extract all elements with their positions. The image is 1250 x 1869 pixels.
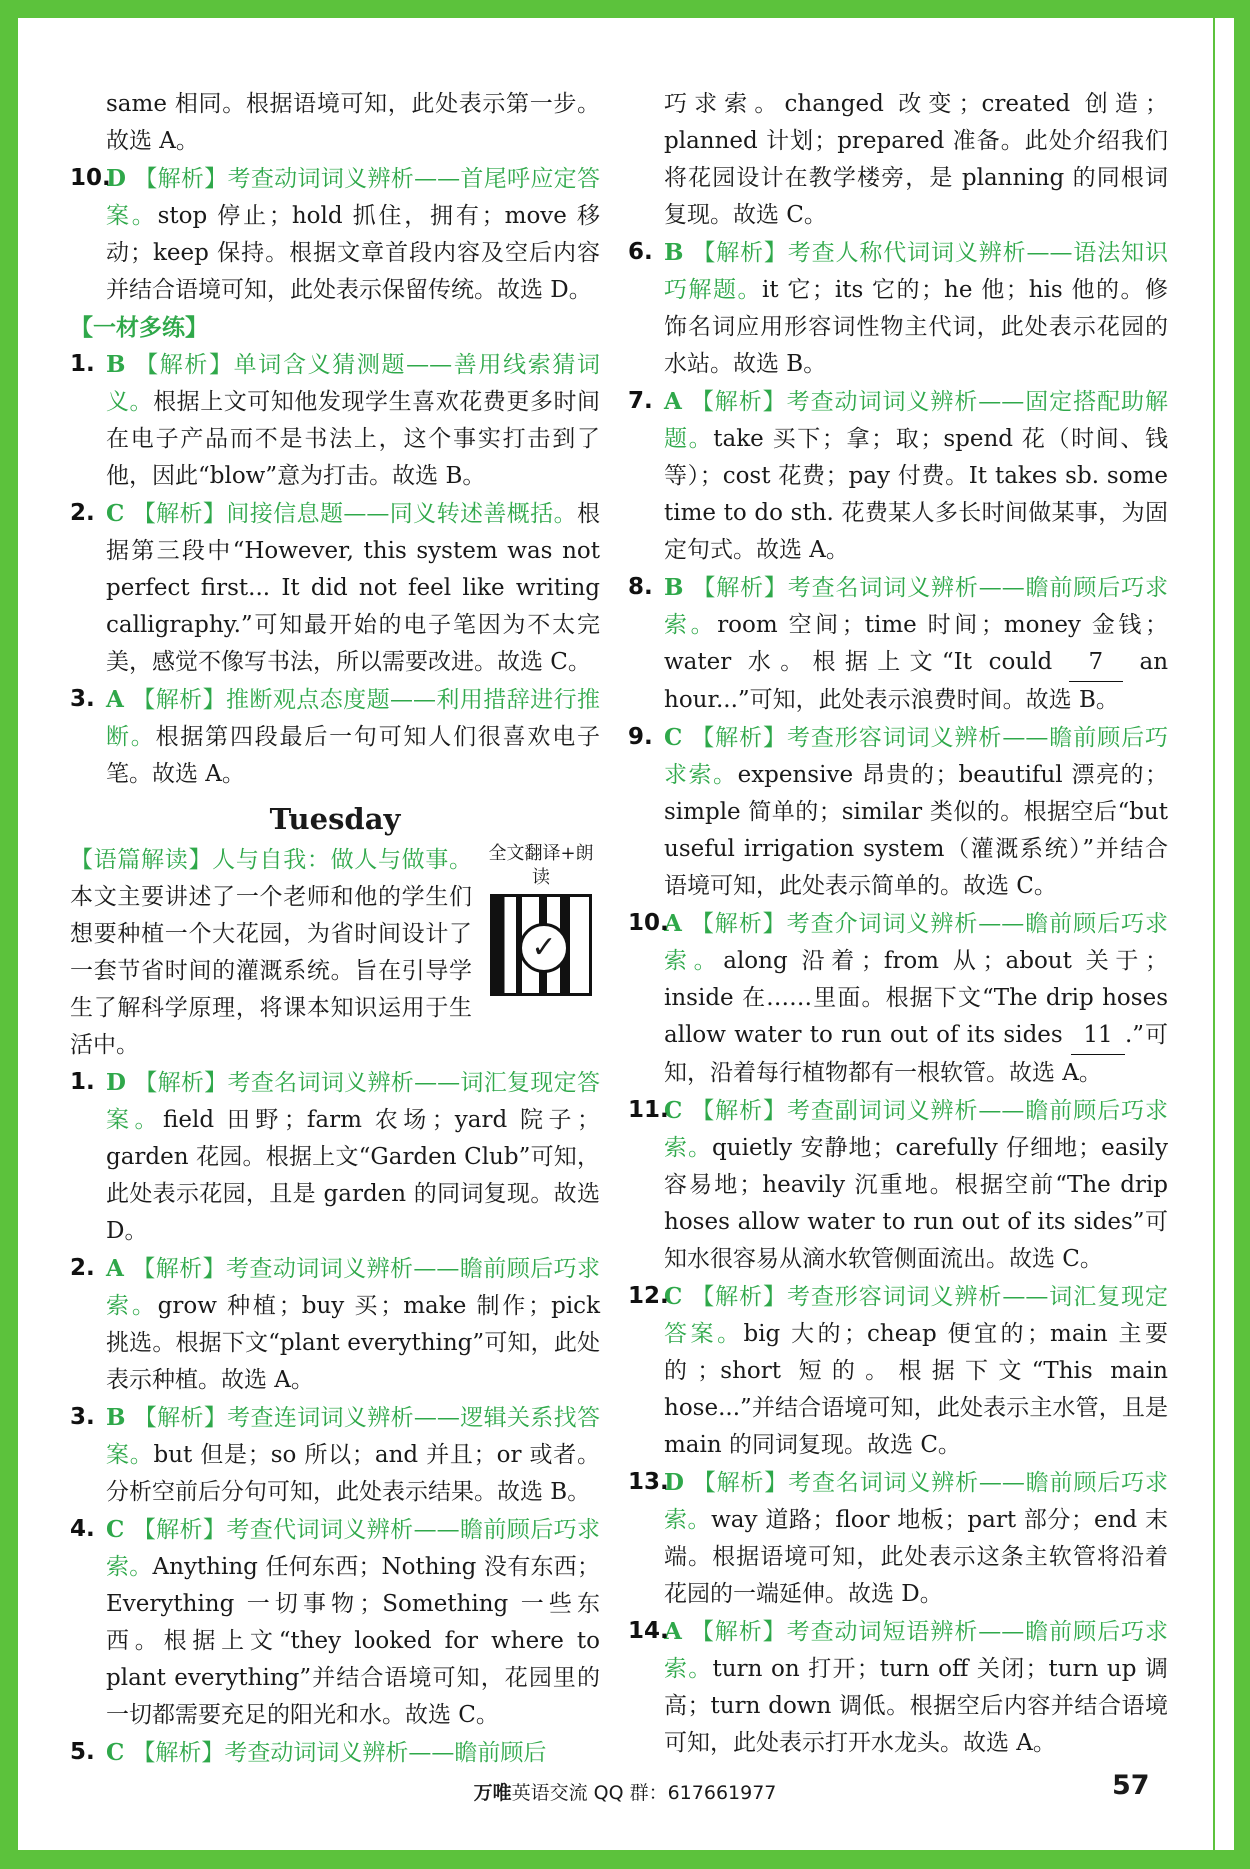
answer-choice: C [106, 1516, 125, 1543]
answer-choice: A [664, 388, 682, 415]
tuesday-item-9 [628, 719, 1168, 905]
answer-text: turn on 打开；turn off 关闭；turn up 调高；turn down 调低。根据空后内容并结合语境可知，此处表示打开水龙头。故选 A。 [664, 1656, 1169, 1756]
answer-choice: B [106, 1404, 126, 1431]
analysis-tag: 【解析】考查动词短语辨析——瞻前顾后巧求索。 [664, 1619, 1168, 1682]
section-title-multi: 【一材多练】 [70, 314, 208, 341]
tuesday-item-1 [70, 1064, 600, 1250]
answer-text: 根据第三段中“However, this system was not perfect first... It did not feel like writing calligraphy.”可知最开始的电子笔因为不太完美，感觉不像写书法，所以需要改进。故选 C。 [106, 501, 600, 675]
answer-choice: D [106, 1069, 126, 1096]
answer-choice: A [106, 686, 124, 713]
answer-number: 4. [70, 1516, 95, 1542]
tuesday-item-3 [70, 1399, 600, 1511]
answer-choice: C [106, 1739, 125, 1766]
answer-number: 5. [70, 1739, 95, 1765]
answer-text: room 空间；time 时间；money 金钱；water 水。根据上文“It could [664, 612, 1169, 675]
answer-text: way 道路；floor 地板；part 部分；end 末端。根据语境可知，此处表示这条主软管将沿着花园的一端延伸。故选 D。 [664, 1507, 1168, 1607]
answer-item-10 [70, 160, 600, 309]
answer-choice: D [664, 1469, 684, 1496]
page-border-right [1232, 0, 1250, 1869]
answer-text: 巧求索。changed 改变；created 创造；planned 计划；prepared 准备。此处介绍我们将花园设计在教学楼旁，是 planning 的同根词复现。故选 C。 [664, 91, 1168, 228]
analysis-tag: 【解析】考查形容词词义辨析——瞻前顾后巧求索。 [664, 725, 1168, 788]
analysis-tag: 【解析】推断观点态度题——利用措辞进行推断。 [106, 687, 600, 750]
answer-choice: C [664, 1283, 683, 1310]
answer-5-continuation [628, 86, 1168, 234]
tuesday-item-4 [70, 1511, 600, 1734]
day-heading: Tuesday [269, 802, 401, 836]
page-border-left [0, 0, 18, 1869]
intro-tag: 【语篇解读】人与自我：做人与做事。 [70, 847, 472, 873]
analysis-tag: 【解析】考查副词词义辨析——瞻前顾后巧求索。 [664, 1098, 1168, 1161]
answer-number: 13. [628, 1469, 669, 1495]
answer-text: stop 停止；hold 抓住，拥有；move 移动；keep 保持。根据文章首段内容及空后内容并结合语境可知，此处表示保留传统。故选 D。 [106, 203, 600, 303]
answer-number: 10. [628, 910, 669, 936]
answer-choice: C [664, 1097, 683, 1124]
answer-choice: B [664, 239, 684, 266]
answer-text: .”可知，沿着每行植物都有一根软管。故选 A。 [664, 1022, 1169, 1086]
tuesday-item-6 [628, 234, 1168, 383]
tuesday-item-14 [628, 1613, 1168, 1762]
analysis-tag: 【解析】考查名词词义辨析——词汇复现定答案。 [106, 1070, 600, 1133]
right-column [628, 86, 1168, 1762]
answer-text: expensive 昂贵的；beautiful 漂亮的；simple 简单的；similar 类似的。根据空后“but useful irrigation system（灌溉系统）”并结合语境可知，此处表示简单的。故选 C。 [664, 762, 1169, 899]
answer-number: 3. [70, 686, 95, 712]
multi-item-3 [70, 681, 600, 793]
answer-text: 根据上文可知他发现学生喜欢花费更多时间在电子产品而不是书法上，这个事实打击到了他，因此“blow”意为打击。故选 B。 [106, 389, 601, 489]
tuesday-item-12 [628, 1278, 1168, 1464]
answer-text: grow 种植；buy 买；make 制作；pick 挑选。根据下文“plant everything”可知，此处表示种植。故选 A。 [106, 1293, 601, 1393]
tuesday-item-7 [628, 383, 1168, 569]
tuesday-item-5 [70, 1734, 600, 1772]
multi-item-2 [70, 495, 600, 681]
tuesday-item-2 [70, 1250, 600, 1399]
answer-number: 10. [70, 165, 111, 191]
answer-number: 2. [70, 500, 95, 526]
answer-text: along 沿着；from 从；about 关于；inside 在……里面。根据下文“The drip hoses allow water to run out of its sides [664, 948, 1169, 1048]
answer-number: 1. [70, 1069, 95, 1095]
analysis-tag: 【解析】考查名词词义辨析——瞻前顾后巧求索。 [664, 1470, 1168, 1533]
answer-text: field 田野；farm 农场；yard 院子；garden 花园。根据上文“Garden Club”可知，此处表示花园，且是 garden 的同词复现。故选 D。 [106, 1107, 600, 1244]
analysis-tag: 【解析】考查连词词义辨析——逻辑关系找答案。 [106, 1405, 600, 1468]
answer-choice: C [106, 500, 125, 527]
answer-choice: A [664, 910, 682, 937]
tuesday-item-11 [628, 1092, 1168, 1278]
analysis-tag: 【解析】考查动词词义辨析——首尾呼应定答案。 [106, 166, 600, 229]
multi-item-1 [70, 346, 600, 495]
answer-text: same 相同。根据语境可知，此处表示第一步。故选 A。 [106, 91, 600, 154]
answer-text: but 但是；so 所以；and 并且；or 或者。分析空前后分句可知，此处表示结果。故选 B。 [106, 1442, 601, 1505]
answer-number: 12. [628, 1283, 669, 1309]
left-column [70, 86, 600, 1772]
page-border-bottom [0, 1850, 1250, 1869]
qr-code-icon[interactable] [490, 894, 592, 996]
answer-choice: A [664, 1618, 682, 1645]
brand-logo: 万唯 [473, 1782, 512, 1804]
answer-number: 6. [628, 239, 653, 265]
answer-choice: B [664, 574, 684, 601]
answer-choice: A [106, 1255, 124, 1282]
footer-text: 英语交流 QQ 群：617661977 [511, 1782, 777, 1804]
answer-number: 8. [628, 574, 653, 600]
intro-text: 本文主要讲述了一个老师和他的学生们想要种植一个大花园，为省时间设计了一套节省时间的灌溉系统。旨在引导学生了解科学原理，将课本知识运用于生活中。 [70, 884, 472, 1058]
analysis-tag: 【解析】间接信息题——同义转述善概括。 [132, 501, 577, 527]
answer-text: 根据第四段最后一句可知人们很喜欢电子笔。故选 A。 [106, 724, 601, 787]
answer-choice: D [106, 165, 126, 192]
blank-number: 7 [1069, 644, 1123, 682]
answer-number: 2. [70, 1255, 95, 1281]
answer-number: 7. [628, 388, 653, 414]
analysis-tag: 【解析】考查人称代词词义辨析——语法知识巧解题。 [664, 240, 1168, 303]
analysis-tag: 【解析】单词含义猜测题——善用线索猜词义。 [106, 352, 600, 415]
checkmark-icon: ✓ [519, 923, 569, 973]
page-footer [0, 1778, 1250, 1805]
answer-text: an hour...”可知，此处表示浪费时间。故选 B。 [664, 649, 1169, 713]
page-number: 57 [1112, 1770, 1150, 1801]
answer-number: 3. [70, 1404, 95, 1430]
tuesday-item-10 [628, 905, 1168, 1092]
answer-choice: B [106, 351, 126, 378]
page-edge-stripe [1213, 18, 1234, 1850]
analysis-tag: 【解析】考查名词词义辨析——瞻前顾后巧求索。 [664, 575, 1168, 638]
tuesday-item-13 [628, 1464, 1168, 1613]
answer-choice: C [664, 724, 683, 751]
analysis-tag: 【解析】考查动词词义辨析——瞻前顾后巧求索。 [106, 1256, 600, 1319]
analysis-tag: 【解析】考查形容词词义辨析——词汇复现定答案。 [664, 1284, 1168, 1347]
answer-text: quietly 安静地；carefully 仔细地；easily 容易地；heavily 沉重地。根据空前“The drip hoses allow water to run out of its sides”可知水很容易从滴水软管侧面流出。故选 C。 [664, 1135, 1169, 1272]
qr-label: 全文翻译+朗读 [488, 843, 594, 888]
analysis-tag: 【解析】考查介词词义辨析——瞻前顾后巧求索。 [664, 911, 1168, 974]
answer-number: 9. [628, 724, 653, 750]
qr-block[interactable] [482, 842, 600, 996]
analysis-tag: 【解析】考查动词词义辨析——固定搭配助解题。 [664, 389, 1168, 452]
page-border-top [0, 0, 1250, 18]
answer-number: 14. [628, 1618, 669, 1644]
answer-number: 1. [70, 351, 95, 377]
answer-text: Anything 任何东西；Nothing 没有东西；Everything 一切事物；Something 一些东西。根据上文“they looked for where to plant everything”并结合语境可知，花园里的一切都需要充足的阳光和水。故选 C。 [106, 1554, 600, 1728]
answer-text: it 它；its 它的；he 他；his 他的。修饰名词应用形容词性物主代词，此处表示花园的水站。故选 B。 [664, 277, 1168, 377]
answer-text: take 买下；拿；取；spend 花（时间、钱等）；cost 花费；pay 付费。It takes sb. some time to do sth. 花费某人多长时间做某事，为固定句式。故选 A。 [664, 426, 1168, 563]
analysis-tag: 【解析】考查代词词义辨析——瞻前顾后巧求索。 [106, 1517, 600, 1580]
answer-9-continuation [70, 86, 600, 160]
answer-text: big 大的；cheap 便宜的；main 主要的；short 短的。根据下文“This main hose...”并结合语境可知，此处表示主水管，且是 main 的同词复现。故选 C。 [664, 1321, 1169, 1458]
tuesday-item-8 [628, 569, 1168, 719]
blank-number: 11 [1071, 1017, 1125, 1055]
passage-intro [70, 842, 600, 1064]
analysis-tag: 【解析】考查动词词义辨析——瞻前顾后 [132, 1740, 547, 1766]
answer-number: 11. [628, 1097, 669, 1123]
